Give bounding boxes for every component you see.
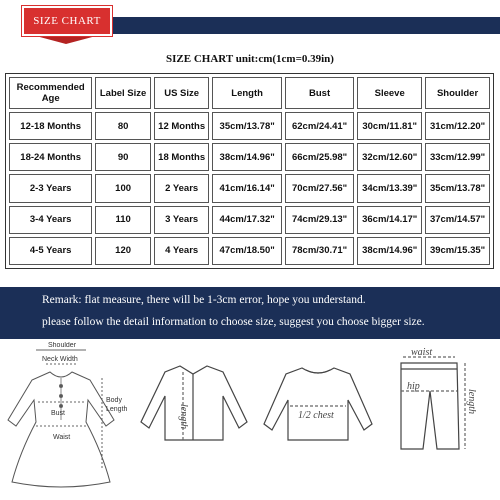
button-icon xyxy=(60,395,63,398)
cell-shoulder: 33cm/12.99" xyxy=(425,143,490,171)
cell-us-size: 3 Years xyxy=(154,206,210,234)
cell-bust: 74cm/29.13" xyxy=(285,206,354,234)
header-length: Length xyxy=(212,77,281,109)
cell-length: 47cm/18.50" xyxy=(212,237,281,265)
cell-label-size: 110 xyxy=(95,206,151,234)
header-bust: Bust xyxy=(285,77,354,109)
cell-shoulder: 35cm/13.78" xyxy=(425,174,490,202)
table-row xyxy=(9,174,490,202)
sweater-diagram xyxy=(262,362,377,447)
header-label-size: Label Size xyxy=(95,77,151,109)
pants-length-label: length xyxy=(466,389,477,414)
cell-age: 4-5 Years xyxy=(9,237,92,265)
dress-waist-label: Waist xyxy=(53,434,71,441)
cell-us-size: 12 Months xyxy=(154,112,210,140)
size-chart-tag: SIZE CHART xyxy=(22,6,112,36)
header-recommended-age: Recommended Age xyxy=(9,77,92,109)
sweater-collar xyxy=(306,370,330,373)
sweater-chest-label: 1/2 chest xyxy=(298,410,334,421)
button-icon xyxy=(60,405,63,408)
pants-outline xyxy=(401,363,459,449)
cell-length: 41cm/16.14" xyxy=(212,174,281,202)
cell-sleeve: 36cm/14.17" xyxy=(357,206,422,234)
header-shoulder: Shoulder xyxy=(425,77,490,109)
dress-shoulder-label: Shoulder xyxy=(48,342,77,349)
chart-title: SIZE CHART unit:cm(1cm=0.39in) xyxy=(166,53,334,65)
cell-length: 35cm/13.78" xyxy=(212,112,281,140)
cell-bust: 66cm/25.98" xyxy=(285,143,354,171)
table-row xyxy=(9,237,490,265)
cell-length: 44cm/17.32" xyxy=(212,206,281,234)
cell-shoulder: 37cm/14.57" xyxy=(425,206,490,234)
tag-ribbon-tail xyxy=(36,36,96,44)
cell-sleeve: 34cm/13.39" xyxy=(357,174,422,202)
cell-shoulder: 39cm/15.35" xyxy=(425,237,490,265)
cell-bust: 62cm/24.41" xyxy=(285,112,354,140)
cell-us-size: 4 Years xyxy=(154,237,210,265)
table-row xyxy=(9,112,490,140)
cell-bust: 78cm/30.71" xyxy=(285,237,354,265)
cell-label-size: 120 xyxy=(95,237,151,265)
size-table xyxy=(5,73,494,269)
cell-age: 12-18 Months xyxy=(9,112,92,140)
pants-waist-label: waist xyxy=(411,347,433,358)
cell-sleeve: 38cm/14.96" xyxy=(357,237,422,265)
cell-bust: 70cm/27.56" xyxy=(285,174,354,202)
shirt-outline xyxy=(141,366,247,440)
dress-bust-label: Bust xyxy=(51,410,66,417)
dress-neck-label: Neck Width xyxy=(42,356,78,363)
cell-sleeve: 30cm/11.81" xyxy=(357,112,422,140)
cell-label-size: 80 xyxy=(95,112,151,140)
cell-age: 3-4 Years xyxy=(9,206,92,234)
remark-line-1: Remark: flat measure, there will be 1-3cm error, hope you understand. xyxy=(42,294,366,306)
cell-label-size: 100 xyxy=(95,174,151,202)
dress-diagram xyxy=(2,342,137,492)
cell-shoulder: 31cm/12.20" xyxy=(425,112,490,140)
cell-length: 38cm/14.96" xyxy=(212,143,281,171)
button-icon xyxy=(60,385,63,388)
shirt-length-label: length xyxy=(178,404,189,429)
cell-us-size: 18 Months xyxy=(154,143,210,171)
table-row xyxy=(9,143,490,171)
shirt-diagram xyxy=(135,360,255,445)
table-header-row xyxy=(9,77,490,109)
cell-age: 2-3 Years xyxy=(9,174,92,202)
header-sleeve: Sleeve xyxy=(357,77,422,109)
dress-body-label: Body xyxy=(106,397,122,404)
cell-us-size: 2 Years xyxy=(154,174,210,202)
table-row xyxy=(9,206,490,234)
cell-sleeve: 32cm/12.60" xyxy=(357,143,422,171)
cell-label-size: 90 xyxy=(95,143,151,171)
dress-length-label: Length xyxy=(106,406,128,413)
header-us-size: US Size xyxy=(154,77,210,109)
remark-line-2: please follow the detail information to choose size, suggest you choose bigger size. xyxy=(42,316,425,328)
pants-diagram xyxy=(385,345,495,455)
pants-hip-label: hip xyxy=(407,381,420,392)
cell-age: 18-24 Months xyxy=(9,143,92,171)
sweater-outline xyxy=(264,368,372,440)
